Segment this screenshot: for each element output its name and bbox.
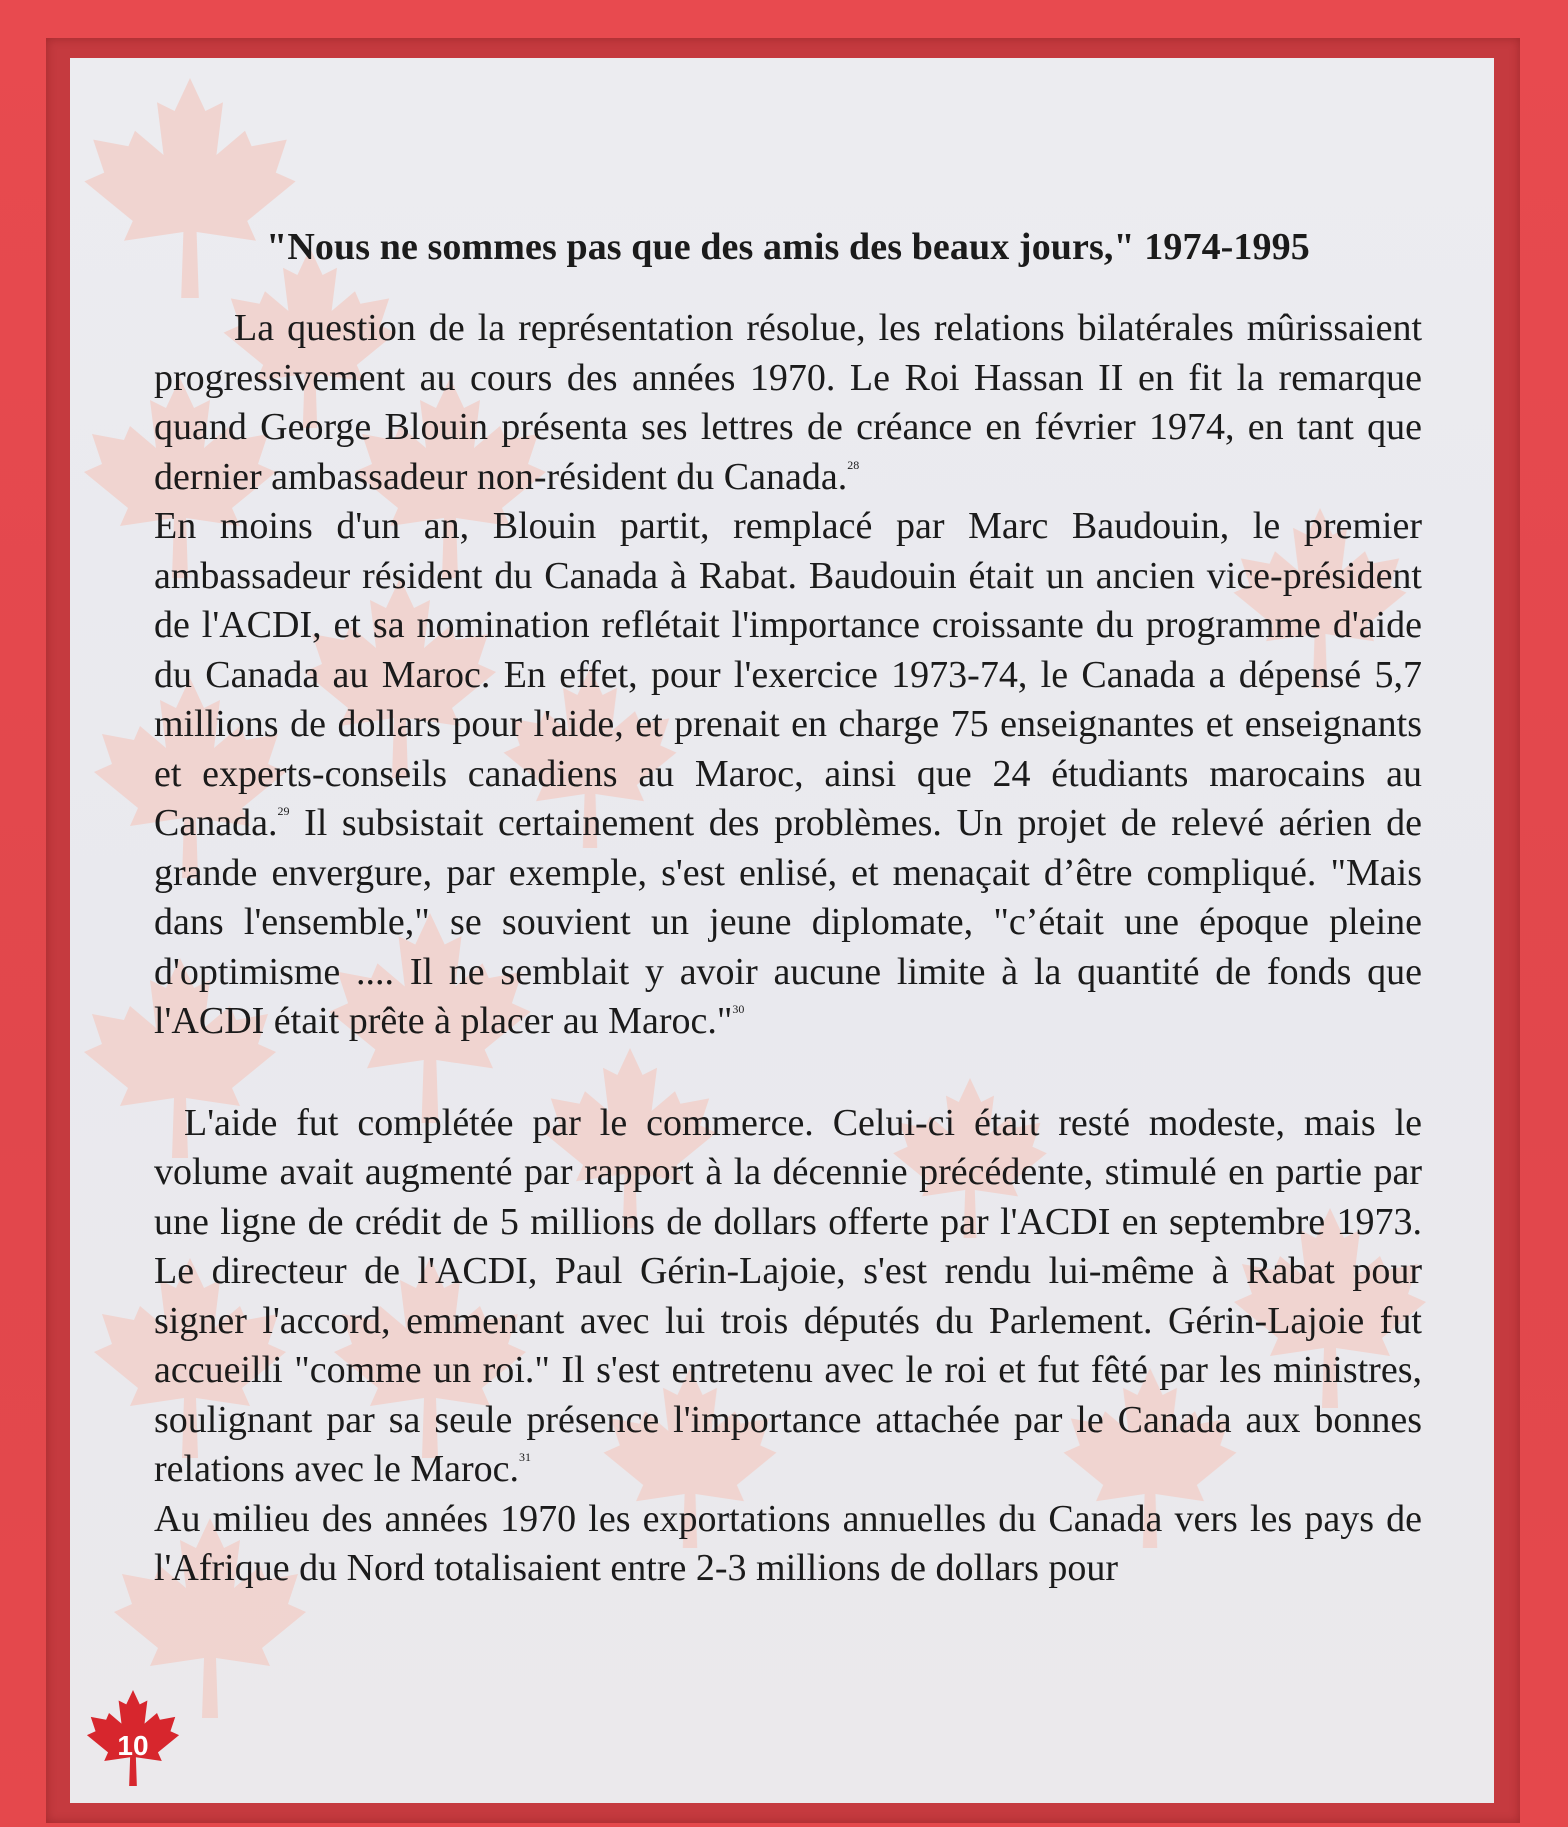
page-number-badge	[78, 1690, 188, 1786]
footnote-ref-30: 30	[732, 1002, 745, 1016]
paragraph-gap	[154, 1047, 1422, 1099]
paragraph-2	[154, 502, 1422, 1047]
page-paper	[70, 58, 1494, 1803]
paragraph-3-text: L'aide fut complétée par le commerce. Celui-ci était resté modeste, mais le volume avait augmenté par rapport à la décennie précédente, stimulé en partie par une ligne de crédit de 5 millions de dollars offerte par l'ACDI en septembre 1973. Le directeur de l'ACDI, Paul Gérin-Lajoie, s'est rendu lui-même à Rabat pour signer l'accord, emmenant avec lui trois députés du Parlement. Gérin-Lajoie fut accueilli "comme un roi." Il s'est entretenu avec le roi et fut fêté par les ministres, soulignant par sa seule présence l'importance attachée par le Canada aux bonnes relations avec le Maroc.	[154, 1101, 1422, 1490]
paragraph-1	[154, 304, 1422, 502]
footnote-ref-29: 29	[277, 804, 290, 818]
paragraph-3	[154, 1099, 1422, 1495]
section-title: "Nous ne sommes pas que des amis des beaux jours," 1974-1995	[266, 226, 1310, 268]
paragraph-2-text-continued: Il subsistait certainement des problèmes. Un projet de relevé aérien de grande envergure, par exemple, s'est enlisé, et menaçait d’être compliqué. "Mais dans l'ensemble," se souvient un jeune diplomate, "c’était une époque pleine d'optimisme .... Il ne semblait y avoir aucune limite à la quantité de fonds que l'ACDI était prête à placer au Maroc."	[154, 802, 1422, 1042]
page-number: 10	[117, 1730, 149, 1761]
footnote-ref-31: 31	[519, 1450, 532, 1464]
paragraph-2-text: En moins d'un an, Blouin partit, remplacé par Marc Baudouin, le premier ambassadeur résident du Canada à Rabat. Baudouin était un ancien vice-président de l'ACDI, et sa nomination reflétait l'importance croissante du programme d'aide du Canada au Maroc. En effet, pour l'exercice 1973-74, le Canada a dépensé 5,7 millions de dollars pour l'aide, et prenait en charge 75 enseignantes et enseignants et experts-conseils canadiens au Maroc, ainsi que 24 étudiants marocains au Canada.	[154, 505, 1422, 844]
paragraph-1-text: La question de la représentation résolue, les relations bilatérales mûrissaient progressivement au cours des années 1970. Le Roi Hassan II en fit la remarque quand George Blouin présenta ses lettres de créance en février 1974, en tant que dernier ambassadeur non-résident du Canada.	[154, 307, 1422, 498]
paragraph-4-text: Au milieu des années 1970 les exportations annuelles du Canada vers les pays de l'Afrique du Nord totalisaient entre 2-3 millions de dollars pour	[154, 1497, 1422, 1589]
footnote-ref-28: 28	[847, 457, 860, 472]
paragraph-4	[154, 1495, 1422, 1594]
article	[154, 224, 1422, 1594]
